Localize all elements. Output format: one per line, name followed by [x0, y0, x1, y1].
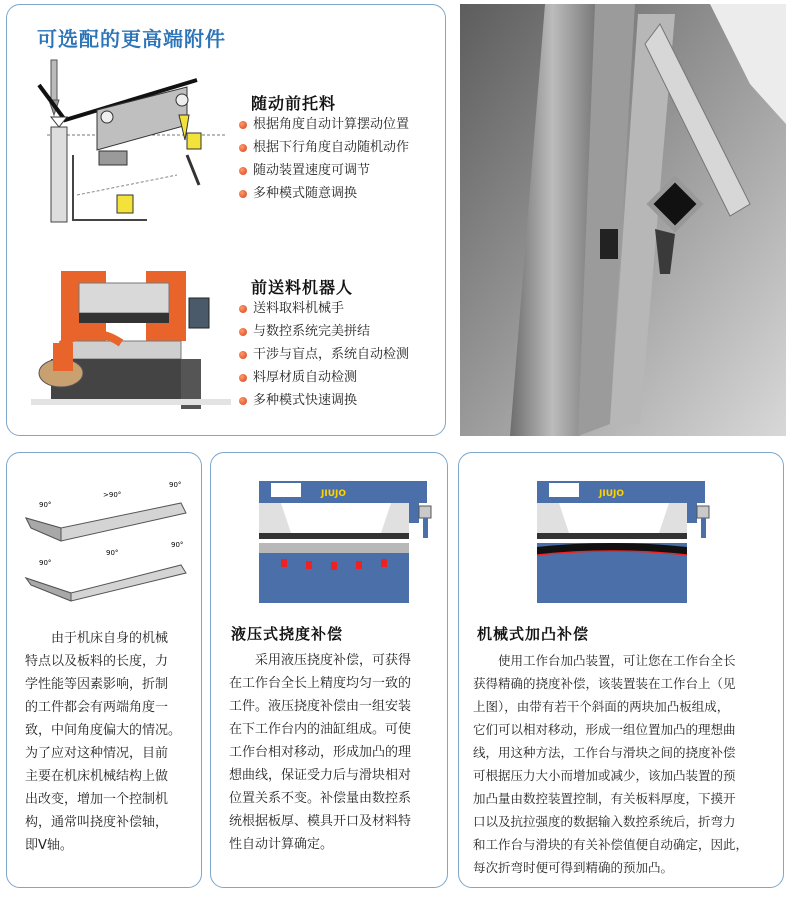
crowning-text	[25, 627, 191, 857]
text-line: 特点以及板料的长度，力	[25, 654, 169, 669]
angle-label: 90°	[106, 549, 119, 557]
text-line: 线，用这种方法，工作台与滑块之间的挠度补偿	[473, 745, 736, 760]
list-item: 根据角度自动计算摆动位置	[237, 113, 409, 136]
list-item: 根据下行角度自动随机动作	[237, 136, 409, 159]
list-item: 送料取料机械手	[237, 297, 409, 320]
text-line: 构，通常叫挠度补偿轴，	[25, 815, 169, 830]
text-line: 为了应对这种情况，目前	[25, 746, 169, 761]
follow-support-list	[237, 113, 409, 205]
angle-label: 90°	[169, 481, 182, 489]
hydraulic-text	[229, 649, 435, 856]
page-title: 可选配的更高端附件	[37, 27, 226, 51]
text-line: 即V轴。	[25, 838, 73, 853]
hydraulic-machine-diagram	[251, 481, 439, 606]
tool-photo	[460, 4, 786, 436]
text-line: 在工作台全长上精度均匀一致的	[229, 676, 412, 691]
list-item: 料厚材质自动检测	[237, 366, 409, 389]
text-line: 位置关系不变。补偿量由数控系	[229, 791, 412, 806]
text-line: 由于机床自身的机械	[51, 631, 169, 646]
mechanical-text	[473, 649, 773, 879]
text-line: 采用液压挠度补偿，可获得	[255, 653, 412, 668]
text-line: 出改变，增加一个控制机	[25, 792, 169, 807]
angle-label: 90°	[39, 559, 52, 567]
accessories-panel	[6, 4, 446, 436]
mechanical-title: 机械式加凸补偿	[477, 625, 590, 643]
text-line: 口以及抗拉强度的数据输入数控系统后，折弯力	[473, 814, 736, 829]
mechanical-machine-diagram	[529, 481, 717, 606]
bending-tool-image	[460, 4, 786, 436]
brand-logo: JIUJO	[599, 489, 625, 499]
robot-machine-image	[31, 263, 231, 423]
text-line: 它们可以相对移动，形成一组位置加凸的理想曲	[473, 722, 736, 737]
hydraulic-title: 液压式挠度补偿	[231, 625, 344, 643]
angle-label: >90°	[103, 491, 122, 499]
robot-title: 前送料机器人	[251, 278, 354, 297]
text-line: 的工件都会有两端角度一	[25, 700, 169, 715]
text-line: 使用工作台加凸装置，可让您在工作台全长	[498, 653, 736, 668]
text-line: 学性能等因素影响，折制	[25, 677, 169, 692]
list-item: 多种模式随意调换	[237, 182, 409, 205]
hydraulic-compensation-panel	[210, 452, 448, 888]
front-support-diagram	[37, 55, 237, 235]
follow-support-title: 随动前托料	[251, 94, 337, 113]
text-line: 在下工作台内的油缸组成。可使	[229, 722, 412, 737]
text-line: 获得精确的挠度补偿，该装置装在工作台上（见	[473, 676, 736, 691]
text-line: 主要在机床机械结构上做	[25, 769, 169, 784]
text-line: 工件。液压挠度补偿由一组安装	[229, 699, 412, 714]
brand-logo: JIUJO	[321, 489, 347, 499]
text-line: 每次折弯时便可得到精确的预加凸。	[473, 860, 674, 875]
text-line: 统根据板厚、模具开口及材料特	[229, 814, 412, 829]
text-line: 和工作台与滑块的有关补偿值便自动确定，因此，	[473, 837, 749, 852]
crowning-explanation-panel	[6, 452, 202, 888]
list-item: 多种模式快速调换	[237, 389, 409, 412]
angle-deviation-diagram	[21, 473, 191, 603]
list-item: 随动装置速度可调节	[237, 159, 409, 182]
angle-label: 90°	[171, 541, 184, 549]
angle-label: 90°	[39, 501, 52, 509]
robot-list	[237, 297, 409, 412]
text-line: 可根据压力大小而增加或减少，该加凸装置的预	[473, 768, 736, 783]
text-line: 想曲线，保证受力后与滑块相对	[229, 768, 412, 783]
text-line: 性自动计算确定。	[229, 837, 334, 852]
text-line: 上图），由带有若干个斜面的两块加凸板组成，	[473, 699, 730, 714]
list-item: 与数控系统完美拼结	[237, 320, 409, 343]
text-line: 加凸量由数控装置控制，有关板料厚度，下摸开	[473, 791, 736, 806]
text-line: 工作台相对移动，形成加凸的理	[229, 745, 412, 760]
text-line: 致，中间角度偏大的情况。	[25, 723, 182, 738]
mechanical-compensation-panel	[458, 452, 784, 888]
list-item: 干涉与盲点，系统自动检测	[237, 343, 409, 366]
